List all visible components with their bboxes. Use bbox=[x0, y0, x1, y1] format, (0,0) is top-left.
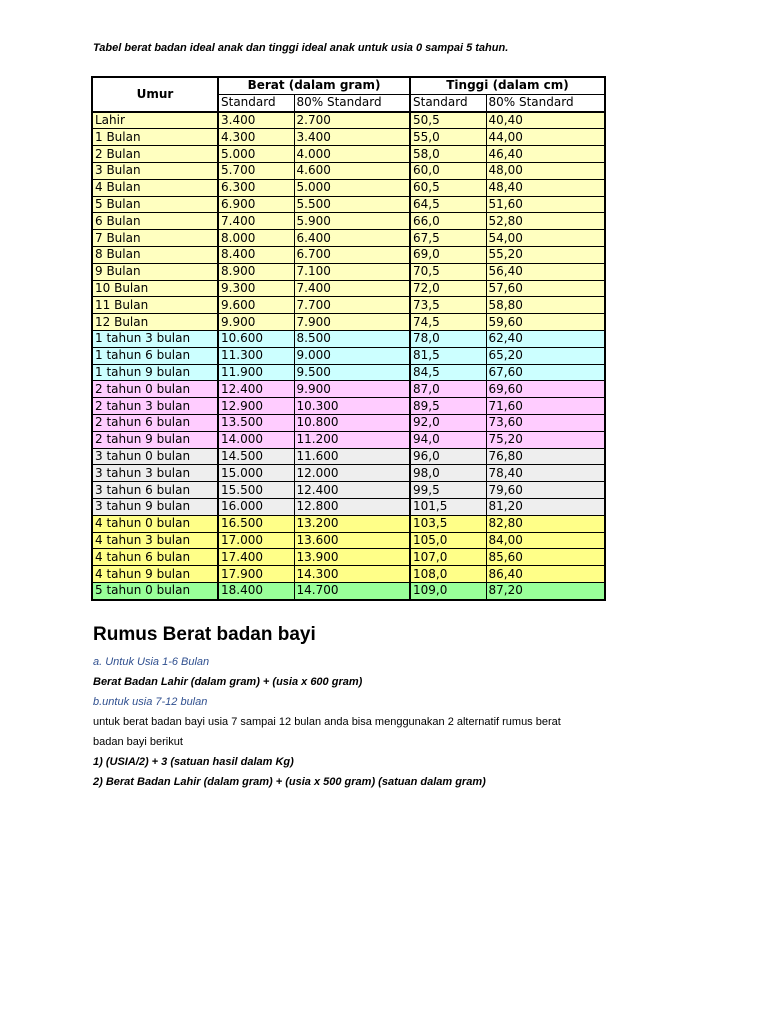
berat-80-cell: 5.000 bbox=[294, 179, 410, 196]
table-row bbox=[92, 549, 605, 566]
tinggi-standard-cell: 92,0 bbox=[410, 414, 486, 431]
table-body bbox=[92, 112, 605, 600]
tinggi-80-cell: 86,40 bbox=[486, 566, 605, 583]
tinggi-80-cell: 71,60 bbox=[486, 398, 605, 415]
tinggi-80-cell: 65,20 bbox=[486, 347, 605, 364]
berat-standard-cell: 15.000 bbox=[218, 465, 294, 482]
age-cell: 7 Bulan bbox=[92, 230, 218, 247]
tinggi-80-cell: 62,40 bbox=[486, 330, 605, 347]
table-row bbox=[92, 532, 605, 549]
tinggi-standard-cell: 58,0 bbox=[410, 146, 486, 163]
table-row bbox=[92, 465, 605, 482]
age-cell: 1 Bulan bbox=[92, 129, 218, 146]
age-cell: 5 tahun 0 bulan bbox=[92, 582, 218, 599]
tinggi-80-cell: 87,20 bbox=[486, 582, 605, 599]
alternative-2: 2) Berat Badan Lahir (dalam gram) + (usia x 500 gram) (satuan dalam gram) bbox=[93, 776, 486, 788]
table-row bbox=[92, 230, 605, 247]
berat-80-cell: 9.000 bbox=[294, 347, 410, 364]
berat-standard-cell: 16.500 bbox=[218, 515, 294, 532]
tinggi-80-cell: 75,20 bbox=[486, 431, 605, 448]
table-row bbox=[92, 330, 605, 347]
berat-80-cell: 7.700 bbox=[294, 297, 410, 314]
table-row bbox=[92, 280, 605, 297]
age-cell: 1 tahun 3 bulan bbox=[92, 330, 218, 347]
tinggi-80-cell: 48,40 bbox=[486, 179, 605, 196]
tinggi-standard-cell: 66,0 bbox=[410, 213, 486, 230]
age-cell: Lahir bbox=[92, 112, 218, 129]
berat-standard-cell: 7.400 bbox=[218, 213, 294, 230]
berat-standard-cell: 8.000 bbox=[218, 230, 294, 247]
age-cell: 2 tahun 6 bulan bbox=[92, 414, 218, 431]
age-cell: 5 Bulan bbox=[92, 196, 218, 213]
tinggi-80-cell: 73,60 bbox=[486, 414, 605, 431]
table-row bbox=[92, 515, 605, 532]
growth-table bbox=[91, 76, 606, 601]
tinggi-standard-cell: 78,0 bbox=[410, 330, 486, 347]
table-row bbox=[92, 582, 605, 599]
subheader-tinggi-80: 80% Standard bbox=[486, 94, 605, 111]
table-row bbox=[92, 179, 605, 196]
berat-80-cell: 7.100 bbox=[294, 263, 410, 280]
table-row bbox=[92, 112, 605, 129]
age-cell: 3 tahun 6 bulan bbox=[92, 482, 218, 499]
berat-80-cell: 6.700 bbox=[294, 246, 410, 263]
age-cell: 2 tahun 3 bulan bbox=[92, 398, 218, 415]
berat-standard-cell: 18.400 bbox=[218, 582, 294, 599]
berat-80-cell: 7.900 bbox=[294, 314, 410, 331]
table-row bbox=[92, 129, 605, 146]
age-cell: 2 tahun 0 bulan bbox=[92, 381, 218, 398]
table-row bbox=[92, 448, 605, 465]
tinggi-standard-cell: 69,0 bbox=[410, 246, 486, 263]
age-cell: 4 Bulan bbox=[92, 179, 218, 196]
berat-standard-cell: 15.500 bbox=[218, 482, 294, 499]
table-row bbox=[92, 381, 605, 398]
berat-standard-cell: 8.900 bbox=[218, 263, 294, 280]
berat-80-cell: 6.400 bbox=[294, 230, 410, 247]
tinggi-80-cell: 79,60 bbox=[486, 482, 605, 499]
berat-standard-cell: 12.400 bbox=[218, 381, 294, 398]
tinggi-standard-cell: 81,5 bbox=[410, 347, 486, 364]
tinggi-standard-cell: 84,5 bbox=[410, 364, 486, 381]
tinggi-standard-cell: 99,5 bbox=[410, 482, 486, 499]
berat-standard-cell: 9.600 bbox=[218, 297, 294, 314]
table-row bbox=[92, 263, 605, 280]
formula-heading: Rumus Berat badan bayi bbox=[93, 624, 316, 645]
table-row bbox=[92, 347, 605, 364]
tinggi-80-cell: 85,60 bbox=[486, 549, 605, 566]
age-cell: 6 Bulan bbox=[92, 213, 218, 230]
formula-section bbox=[93, 624, 693, 792]
table-row bbox=[92, 498, 605, 515]
berat-standard-cell: 16.000 bbox=[218, 498, 294, 515]
section-a-label: a. Untuk Usia 1-6 Bulan bbox=[93, 656, 210, 668]
berat-80-cell: 14.700 bbox=[294, 582, 410, 599]
berat-80-cell: 13.200 bbox=[294, 515, 410, 532]
tinggi-standard-cell: 108,0 bbox=[410, 566, 486, 583]
tinggi-standard-cell: 89,5 bbox=[410, 398, 486, 415]
age-cell: 4 tahun 0 bulan bbox=[92, 515, 218, 532]
tinggi-standard-cell: 64,5 bbox=[410, 196, 486, 213]
berat-standard-cell: 13.500 bbox=[218, 414, 294, 431]
tinggi-80-cell: 58,80 bbox=[486, 297, 605, 314]
age-cell: 3 tahun 0 bulan bbox=[92, 448, 218, 465]
berat-80-cell: 4.000 bbox=[294, 146, 410, 163]
berat-80-cell: 10.300 bbox=[294, 398, 410, 415]
section-b-description-2: badan bayi berikut bbox=[93, 736, 183, 748]
intro-text: Tabel berat badan ideal anak dan tinggi ideal anak untuk usia 0 sampai 5 tahun. bbox=[93, 42, 509, 54]
berat-80-cell: 12.400 bbox=[294, 482, 410, 499]
table-row bbox=[92, 213, 605, 230]
age-cell: 2 Bulan bbox=[92, 146, 218, 163]
age-cell: 2 tahun 9 bulan bbox=[92, 431, 218, 448]
berat-standard-cell: 14.000 bbox=[218, 431, 294, 448]
berat-standard-cell: 17.400 bbox=[218, 549, 294, 566]
berat-standard-cell: 17.000 bbox=[218, 532, 294, 549]
age-cell: 1 tahun 9 bulan bbox=[92, 364, 218, 381]
table-row bbox=[92, 364, 605, 381]
tinggi-standard-cell: 107,0 bbox=[410, 549, 486, 566]
tinggi-80-cell: 76,80 bbox=[486, 448, 605, 465]
berat-80-cell: 12.000 bbox=[294, 465, 410, 482]
tinggi-80-cell: 69,60 bbox=[486, 381, 605, 398]
tinggi-80-cell: 81,20 bbox=[486, 498, 605, 515]
age-cell: 3 Bulan bbox=[92, 162, 218, 179]
tinggi-standard-cell: 50,5 bbox=[410, 112, 486, 129]
age-cell: 8 Bulan bbox=[92, 246, 218, 263]
section-b-label: b.untuk usia 7-12 bulan bbox=[93, 696, 208, 708]
age-cell: 4 tahun 3 bulan bbox=[92, 532, 218, 549]
table-row bbox=[92, 162, 605, 179]
berat-standard-cell: 11.300 bbox=[218, 347, 294, 364]
age-cell: 3 tahun 9 bulan bbox=[92, 498, 218, 515]
age-cell: 3 tahun 3 bulan bbox=[92, 465, 218, 482]
berat-standard-cell: 10.600 bbox=[218, 330, 294, 347]
berat-standard-cell: 17.900 bbox=[218, 566, 294, 583]
table-row bbox=[92, 431, 605, 448]
subheader-berat-standard: Standard bbox=[218, 94, 294, 111]
berat-80-cell: 11.600 bbox=[294, 448, 410, 465]
tinggi-80-cell: 48,00 bbox=[486, 162, 605, 179]
berat-80-cell: 13.900 bbox=[294, 549, 410, 566]
alternative-1: 1) (USIA/2) + 3 (satuan hasil dalam Kg) bbox=[93, 756, 294, 768]
tinggi-80-cell: 57,60 bbox=[486, 280, 605, 297]
tinggi-80-cell: 51,60 bbox=[486, 196, 605, 213]
tinggi-standard-cell: 103,5 bbox=[410, 515, 486, 532]
tinggi-standard-cell: 101,5 bbox=[410, 498, 486, 515]
tinggi-standard-cell: 70,5 bbox=[410, 263, 486, 280]
tinggi-80-cell: 54,00 bbox=[486, 230, 605, 247]
berat-80-cell: 13.600 bbox=[294, 532, 410, 549]
tinggi-80-cell: 67,60 bbox=[486, 364, 605, 381]
berat-standard-cell: 3.400 bbox=[218, 112, 294, 129]
table-row bbox=[92, 146, 605, 163]
age-cell: 1 tahun 6 bulan bbox=[92, 347, 218, 364]
tinggi-standard-cell: 60,5 bbox=[410, 179, 486, 196]
berat-standard-cell: 4.300 bbox=[218, 129, 294, 146]
age-cell: 11 Bulan bbox=[92, 297, 218, 314]
age-cell: 10 Bulan bbox=[92, 280, 218, 297]
tinggi-80-cell: 44,00 bbox=[486, 129, 605, 146]
table-row bbox=[92, 297, 605, 314]
berat-standard-cell: 5.000 bbox=[218, 146, 294, 163]
tinggi-standard-cell: 74,5 bbox=[410, 314, 486, 331]
berat-80-cell: 5.900 bbox=[294, 213, 410, 230]
tinggi-80-cell: 84,00 bbox=[486, 532, 605, 549]
berat-80-cell: 7.400 bbox=[294, 280, 410, 297]
header-berat: Berat (dalam gram) bbox=[218, 77, 410, 94]
table-row bbox=[92, 196, 605, 213]
berat-80-cell: 3.400 bbox=[294, 129, 410, 146]
header-tinggi: Tinggi (dalam cm) bbox=[410, 77, 605, 94]
table-row bbox=[92, 246, 605, 263]
tinggi-80-cell: 55,20 bbox=[486, 246, 605, 263]
berat-80-cell: 12.800 bbox=[294, 498, 410, 515]
tinggi-standard-cell: 73,5 bbox=[410, 297, 486, 314]
berat-80-cell: 14.300 bbox=[294, 566, 410, 583]
tinggi-standard-cell: 94,0 bbox=[410, 431, 486, 448]
berat-80-cell: 9.500 bbox=[294, 364, 410, 381]
tinggi-standard-cell: 98,0 bbox=[410, 465, 486, 482]
berat-standard-cell: 8.400 bbox=[218, 246, 294, 263]
tinggi-80-cell: 46,40 bbox=[486, 146, 605, 163]
berat-standard-cell: 14.500 bbox=[218, 448, 294, 465]
berat-standard-cell: 5.700 bbox=[218, 162, 294, 179]
tinggi-80-cell: 40,40 bbox=[486, 112, 605, 129]
tinggi-standard-cell: 87,0 bbox=[410, 381, 486, 398]
table-row bbox=[92, 482, 605, 499]
tinggi-standard-cell: 72,0 bbox=[410, 280, 486, 297]
age-cell: 4 tahun 9 bulan bbox=[92, 566, 218, 583]
tinggi-standard-cell: 55,0 bbox=[410, 129, 486, 146]
age-cell: 12 Bulan bbox=[92, 314, 218, 331]
tinggi-80-cell: 56,40 bbox=[486, 263, 605, 280]
berat-80-cell: 10.800 bbox=[294, 414, 410, 431]
tinggi-80-cell: 59,60 bbox=[486, 314, 605, 331]
age-cell: 9 Bulan bbox=[92, 263, 218, 280]
berat-standard-cell: 11.900 bbox=[218, 364, 294, 381]
tinggi-standard-cell: 67,5 bbox=[410, 230, 486, 247]
table-row bbox=[92, 566, 605, 583]
table-row bbox=[92, 314, 605, 331]
berat-standard-cell: 9.900 bbox=[218, 314, 294, 331]
table-row bbox=[92, 414, 605, 431]
berat-standard-cell: 6.300 bbox=[218, 179, 294, 196]
berat-80-cell: 5.500 bbox=[294, 196, 410, 213]
section-b-description-1: untuk berat badan bayi usia 7 sampai 12 bulan anda bisa menggunakan 2 alternatif rumus berat bbox=[93, 716, 561, 728]
berat-80-cell: 9.900 bbox=[294, 381, 410, 398]
berat-80-cell: 2.700 bbox=[294, 112, 410, 129]
tinggi-standard-cell: 96,0 bbox=[410, 448, 486, 465]
header-umur: Umur bbox=[92, 77, 218, 112]
tinggi-80-cell: 52,80 bbox=[486, 213, 605, 230]
berat-standard-cell: 12.900 bbox=[218, 398, 294, 415]
tinggi-standard-cell: 109,0 bbox=[410, 582, 486, 599]
berat-80-cell: 4.600 bbox=[294, 162, 410, 179]
berat-standard-cell: 6.900 bbox=[218, 196, 294, 213]
age-cell: 4 tahun 6 bulan bbox=[92, 549, 218, 566]
formula-a: Berat Badan Lahir (dalam gram) + (usia x 600 gram) bbox=[93, 676, 363, 688]
tinggi-80-cell: 78,40 bbox=[486, 465, 605, 482]
berat-standard-cell: 9.300 bbox=[218, 280, 294, 297]
berat-80-cell: 11.200 bbox=[294, 431, 410, 448]
subheader-berat-80: 80% Standard bbox=[294, 94, 410, 111]
tinggi-standard-cell: 60,0 bbox=[410, 162, 486, 179]
table-row bbox=[92, 398, 605, 415]
subheader-tinggi-standard: Standard bbox=[410, 94, 486, 111]
tinggi-80-cell: 82,80 bbox=[486, 515, 605, 532]
berat-80-cell: 8.500 bbox=[294, 330, 410, 347]
tinggi-standard-cell: 105,0 bbox=[410, 532, 486, 549]
